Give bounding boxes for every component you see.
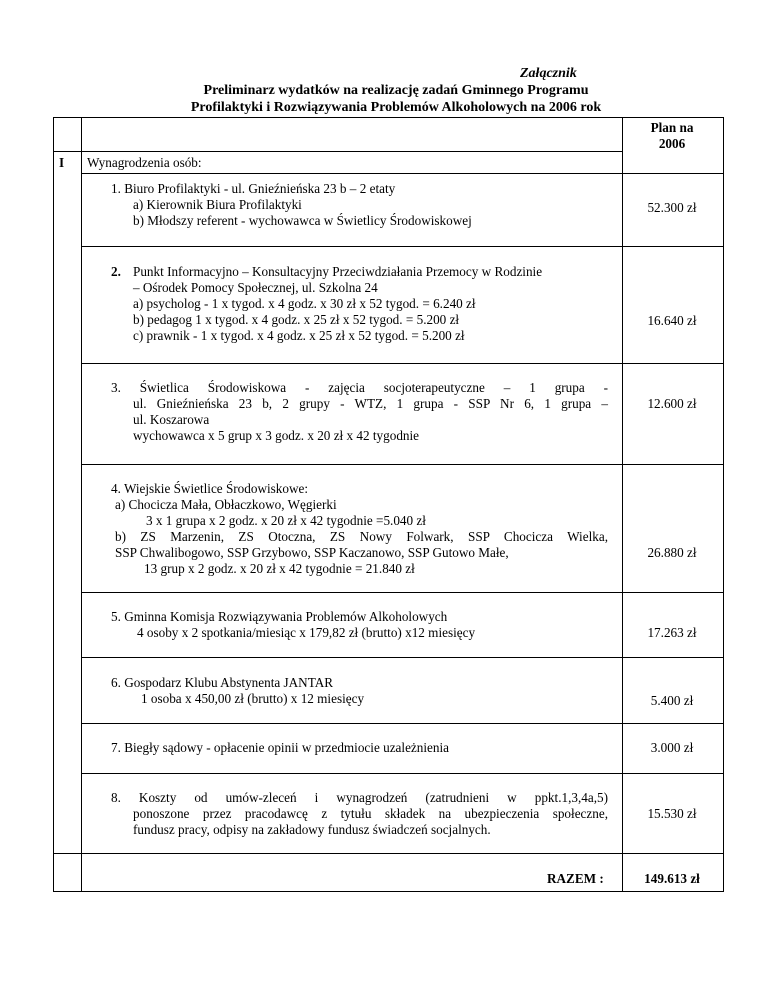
row-divider — [81, 773, 723, 774]
item-text: a) psycholog - 1 x tygod. x 4 godz. x 30 zł x 52 tygod. = 6.240 zł — [133, 296, 476, 311]
section-title: Wynagrodzenia osób: — [87, 155, 202, 170]
document-title-line1: Preliminarz wydatków na realizację zadań Gminnego Programu — [203, 83, 589, 98]
item-text: 4. Wiejskie Świetlice Środowiskowe: — [111, 481, 309, 496]
row-divider — [81, 173, 723, 174]
row-divider — [81, 464, 723, 465]
row-divider — [81, 723, 723, 724]
total-label: RAZEM : — [547, 871, 604, 886]
item-text: b) ZS Marzenin, ZS Otoczna, ZS Nowy Folwark, SSP Chocicza Wielka, — [115, 529, 608, 544]
item-text: fundusz pracy, odpisy na zakładowy fundusz świadczeń socjalnych. — [133, 822, 491, 837]
item-text: 1. Biuro Profilaktyki - ul. Gnieźnieńska 23 b – 2 etaty — [111, 181, 396, 196]
item-text: ponoszone przez pracodawcę z tytułu składek na ubezpieczenia społeczne, — [133, 806, 608, 821]
item-amount: 17.263 zł — [647, 625, 697, 640]
item-amount: 15.530 zł — [647, 806, 697, 821]
item-amount: 3.000 zł — [650, 740, 694, 755]
table-border — [53, 117, 54, 892]
item-text: 5. Gminna Komisja Rozwiązywania Problemów Alkoholowych — [111, 609, 448, 624]
row-divider — [81, 592, 723, 593]
section-number: I — [59, 155, 65, 170]
item-text: 8. Koszty od umów-zleceń i wynagrodzeń (zatrudnieni w ppkt.1,3,4a,5) — [111, 790, 608, 805]
row-divider — [81, 246, 723, 247]
item-text: – Ośrodek Pomocy Społecznej, ul. Szkolna 24 — [133, 280, 378, 295]
item-text: 1 osoba x 450,00 zł (brutto) x 12 miesięcy — [141, 691, 365, 706]
row-divider — [53, 853, 723, 854]
item-text: b) pedagog 1 x tygod. x 4 godz. x 25 zł x 52 tygod. = 5.200 zł — [133, 312, 460, 327]
table-border — [723, 117, 724, 892]
item-amount: 12.600 zł — [647, 396, 697, 411]
row-divider — [81, 657, 723, 658]
table-border — [81, 117, 82, 892]
attachment-label: Załącznik — [520, 66, 577, 81]
item-text: 3. Świetlica Środowiskowa - zajęcia socjoterapeutyczne – 1 grupa - — [111, 380, 608, 395]
item-text: SSP Chwalibogowo, SSP Grzybowo, SSP Kaczanowo, SSP Gutowo Małe, — [115, 545, 509, 560]
item-text: 3 x 1 grupa x 2 godz. x 20 zł x 42 tygodnie =5.040 zł — [146, 513, 426, 528]
item-text: a) Chocicza Mała, Obłaczkowo, Węgierki — [115, 497, 337, 512]
item-amount: 26.880 zł — [647, 545, 697, 560]
item-text: 13 grup x 2 godz. x 20 zł x 42 tygodnie = 21.840 zł — [144, 561, 415, 576]
item-text: 6. Gospodarz Klubu Abstynenta JANTAR — [111, 675, 334, 690]
item-number: 2. — [111, 264, 121, 279]
item-text: 7. Biegły sądowy - opłacenie opinii w przedmiocie uzależnienia — [111, 740, 449, 755]
item-text: Punkt Informacyjno – Konsultacyjny Przeciwdziałania Przemocy w Rodzinie — [133, 264, 543, 279]
item-amount: 5.400 zł — [650, 693, 694, 708]
item-text: 4 osoby x 2 spotkania/miesiąc x 179,82 zł (brutto) x12 miesięcy — [137, 625, 476, 640]
item-text: wychowawca x 5 grup x 3 godz. x 20 zł x 42 tygodnie — [133, 428, 420, 443]
item-text: ul. Gnieźnieńska 23 b, 2 grupy - WTZ, 1 grupa - SSP Nr 6, 1 grupa – — [133, 396, 608, 411]
item-amount: 16.640 zł — [647, 313, 697, 328]
total-amount: 149.613 zł — [644, 871, 700, 886]
document-title-line2: Profilaktyki i Rozwiązywania Problemów Alkoholowych na 2006 rok — [190, 100, 602, 115]
plan-header: Plan na 2006 — [650, 120, 694, 151]
item-amount: 52.300 zł — [647, 200, 697, 215]
table-border — [53, 117, 724, 118]
item-text: ul. Koszarowa — [133, 412, 210, 427]
row-divider — [53, 151, 622, 152]
item-text: b) Młodszy referent - wychowawca w Świetlicy Środowiskowej — [133, 213, 472, 228]
table-border — [622, 117, 623, 892]
item-text: a) Kierownik Biura Profilaktyki — [133, 197, 302, 212]
row-divider — [81, 363, 723, 364]
table-border — [53, 891, 724, 892]
item-text: c) prawnik - 1 x tygod. x 4 godz. x 25 zł x 52 tygod. = 5.200 zł — [133, 328, 465, 343]
